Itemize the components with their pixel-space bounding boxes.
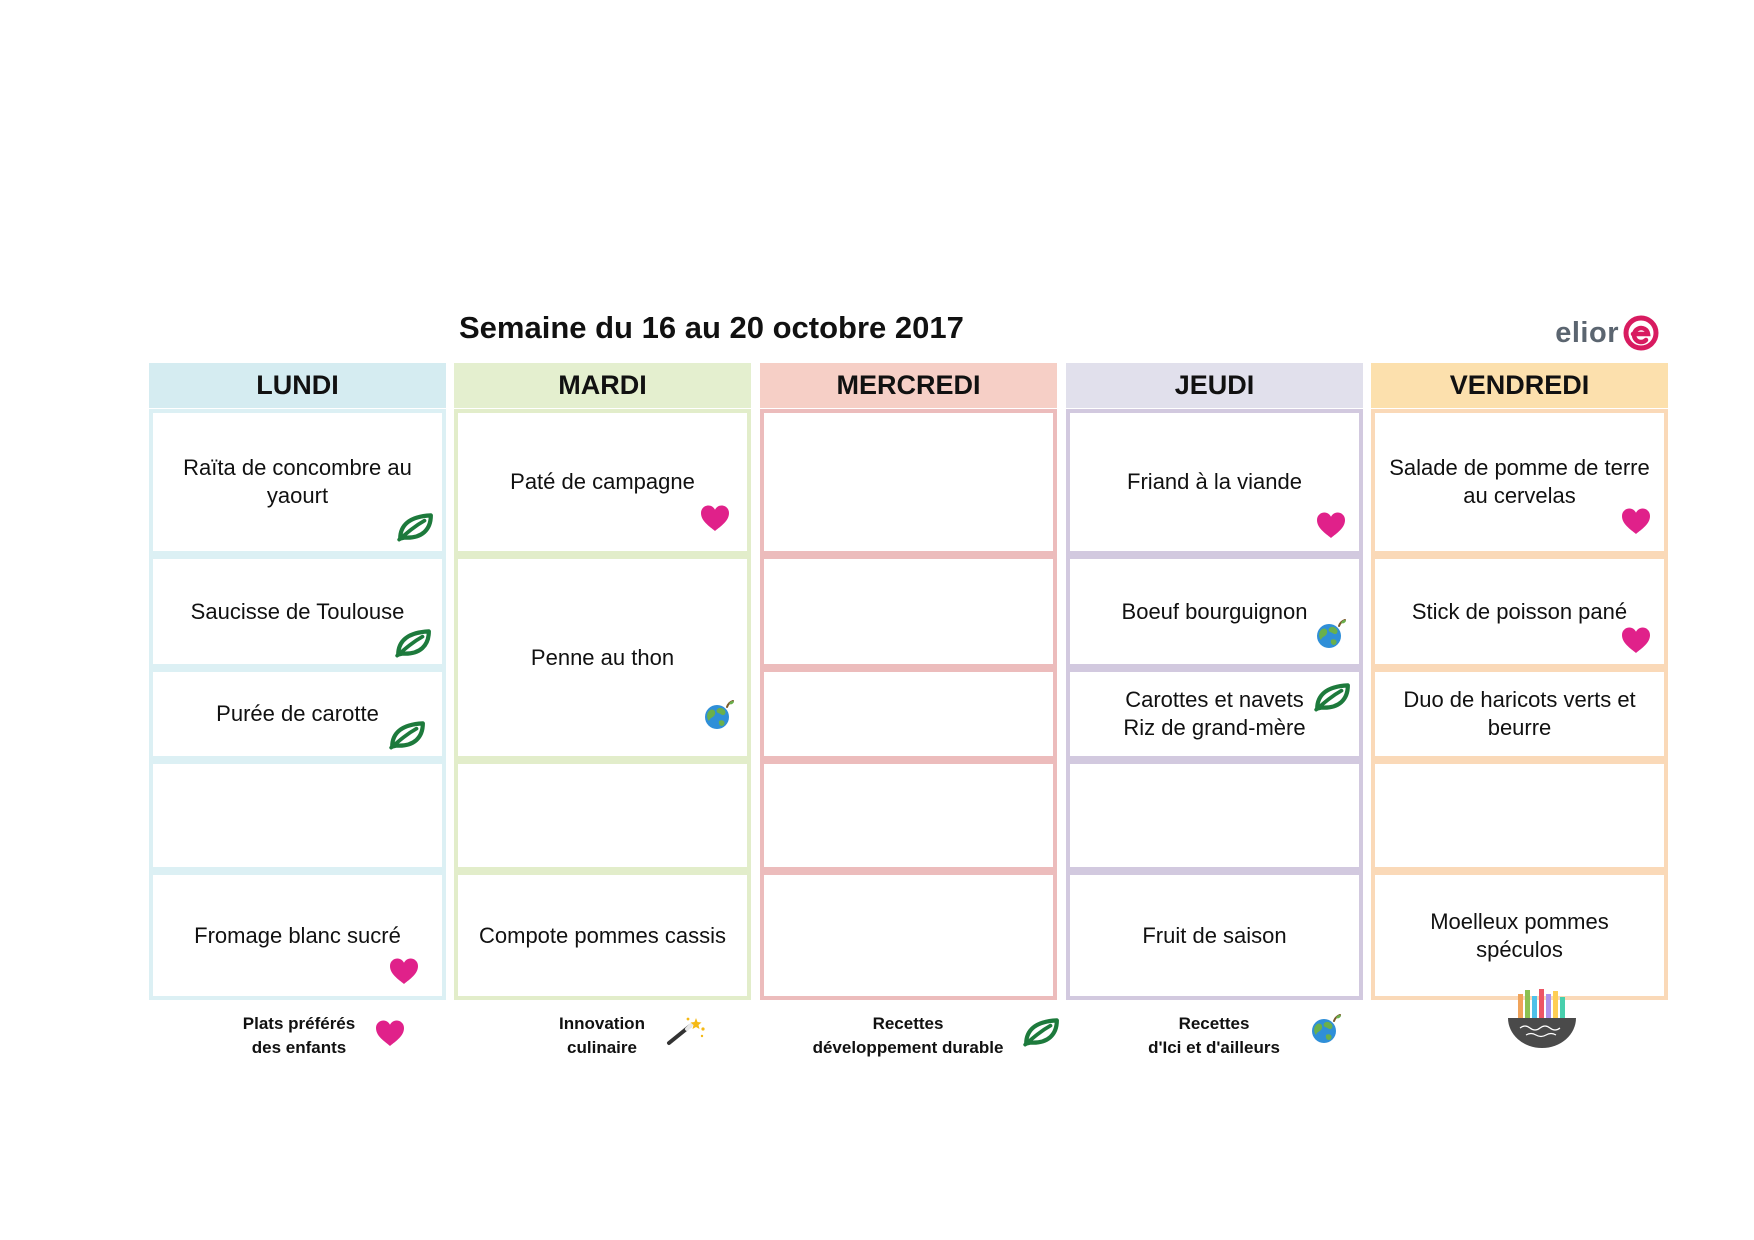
legend-line: d'Ici et d'ailleurs	[1148, 1038, 1280, 1057]
globe-icon	[703, 699, 735, 731]
menu-cell-dessert	[454, 871, 751, 1000]
leaf-icon	[1022, 1017, 1060, 1047]
leaf-icon	[396, 512, 434, 542]
day-grid	[454, 409, 751, 1000]
menu-cell-side	[149, 668, 446, 760]
heart-icon	[388, 957, 420, 985]
leaf-icon	[388, 720, 426, 750]
menu-cell-main	[1371, 555, 1668, 668]
day-column-lundi	[149, 363, 446, 948]
elior-logo-icon	[1622, 314, 1660, 352]
leaf-icon	[394, 628, 432, 658]
day-grid	[1066, 409, 1363, 1000]
legend-label	[1099, 1012, 1329, 1060]
day-header: MERCREDI	[760, 363, 1057, 408]
legend-line: Recettes	[872, 1014, 944, 1033]
menu-cell-dessert	[1066, 871, 1363, 1000]
elior-logo	[1530, 310, 1660, 356]
menu-cell-dairy	[760, 760, 1057, 871]
menu-cell-dessert	[760, 871, 1057, 1000]
menu-text-line: Carottes et navets	[1125, 687, 1304, 712]
menu-cell-side	[1371, 668, 1668, 760]
legend-line: Plats préférés	[242, 1014, 356, 1033]
menu-text-line: Stick de poisson pané	[1411, 598, 1628, 624]
legend-label	[512, 1012, 692, 1060]
menu-cell-starter	[760, 409, 1057, 555]
day-header: VENDREDI	[1371, 363, 1668, 408]
leaf-icon	[1313, 682, 1351, 712]
heart-icon	[1315, 511, 1347, 539]
menu-cell-starter	[1066, 409, 1363, 555]
menu-cell-dairy	[1371, 760, 1668, 871]
menu-cell-dairy	[454, 760, 751, 871]
heart-icon	[1620, 626, 1652, 654]
menu-text-line: Compote pommes cassis	[479, 922, 726, 948]
menu-text-line: Salade de pomme de terre	[1389, 455, 1650, 480]
menu-cell-side	[1066, 668, 1363, 760]
menu-text-line: Duo de haricots verts et	[1403, 687, 1636, 712]
menu-cell-starter	[454, 409, 751, 555]
day-header: LUNDI	[149, 363, 446, 408]
menu-text-line: Fruit de saison	[1142, 922, 1287, 948]
menu-cell-main	[149, 555, 446, 668]
menu-cell-starter	[149, 409, 446, 555]
menu-text-line: Penne au thon	[530, 644, 675, 670]
page-title: Semaine du 16 au 20 octobre 2017	[459, 310, 964, 345]
legend-line: Recettes	[1178, 1014, 1250, 1033]
menu-text-line: Boeuf bourguignon	[1121, 598, 1308, 624]
menu-text-line: Moelleux pommes spéculos	[1430, 908, 1609, 962]
day-column-vendredi	[1371, 363, 1668, 962]
heart-icon	[1620, 507, 1652, 535]
menu-text-line: Raïta de concombre au	[183, 455, 412, 480]
legend-label	[209, 1012, 389, 1060]
menu-text-line: Riz de grand-mère	[1123, 715, 1306, 740]
menu-text-line: Saucisse de Toulouse	[190, 598, 405, 624]
day-header: MARDI	[454, 363, 751, 408]
menu-cell-side	[760, 668, 1057, 760]
menu-cell-dairy	[1066, 760, 1363, 871]
menu-cell-dessert	[1371, 871, 1668, 1000]
menu-cell-dairy	[149, 760, 446, 871]
day-header: JEUDI	[1066, 363, 1363, 408]
legend-line: des enfants	[251, 1038, 347, 1057]
day-column-jeudi	[1066, 363, 1363, 948]
menu-text-line: Fromage blanc sucré	[194, 922, 401, 948]
menu-cell-dessert	[149, 871, 446, 1000]
heart-icon	[374, 1019, 406, 1047]
magic-wand-icon	[666, 1015, 706, 1047]
menu-text-line: yaourt	[266, 483, 329, 508]
legend-line: Innovation	[559, 1014, 645, 1033]
legend-label	[788, 1012, 1028, 1060]
menu-cell-main	[760, 555, 1057, 668]
les-chefs-de-l-assiette-badge	[1504, 988, 1580, 1050]
day-grid	[149, 409, 446, 1000]
logo-text: elior	[1555, 316, 1619, 349]
menu-cell-main	[1066, 555, 1363, 668]
legend-line: culinaire	[567, 1038, 637, 1057]
globe-icon	[1310, 1013, 1342, 1045]
menu-cell-main-and-side	[454, 555, 751, 760]
heart-icon	[699, 504, 731, 532]
globe-icon	[1315, 618, 1347, 650]
menu-text-line: Purée de carotte	[216, 701, 379, 726]
menu-text-line: Paté de campagne	[510, 469, 695, 494]
day-column-mercredi	[760, 363, 1057, 408]
menu-text-line: Friand à la viande	[1127, 469, 1302, 494]
legend-line: développement durable	[812, 1038, 1004, 1057]
menu-text-line: au cervelas	[1463, 483, 1576, 508]
menu-cell-starter	[1371, 409, 1668, 555]
day-grid	[1371, 409, 1668, 1000]
day-column-mardi	[454, 363, 751, 948]
menu-text-line: beurre	[1487, 715, 1552, 740]
day-grid	[760, 409, 1057, 1000]
